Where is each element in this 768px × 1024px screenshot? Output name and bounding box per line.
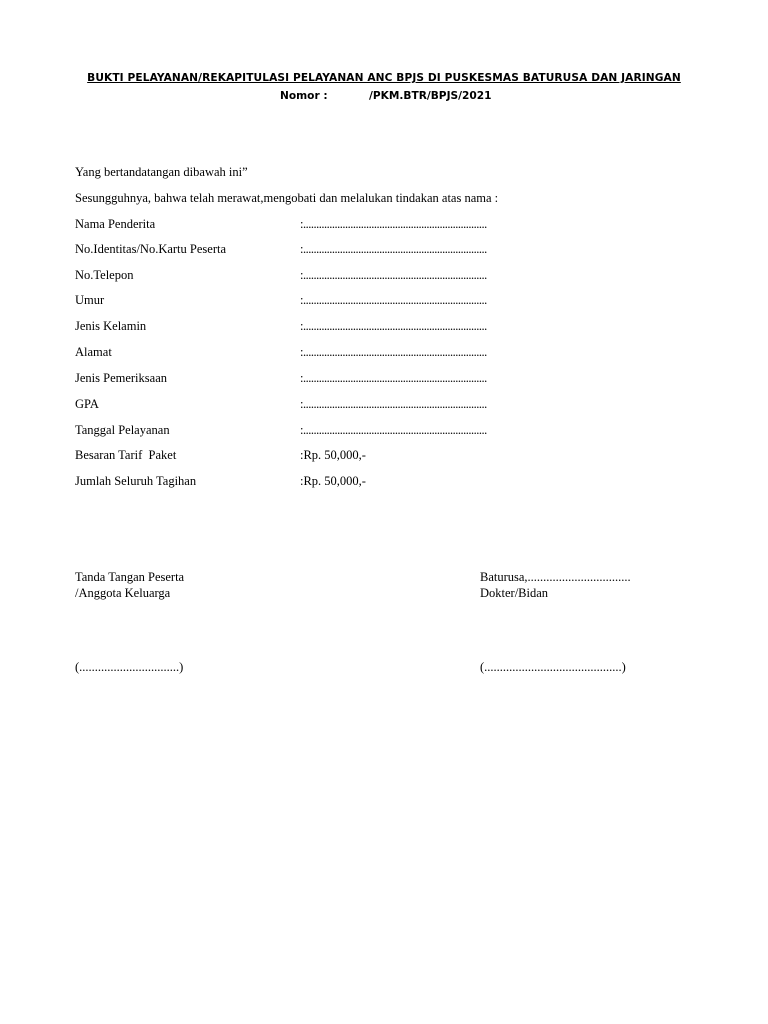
signature-left-blank: (................................)	[75, 660, 184, 674]
field-label: Jumlah Seluruh Tagihan	[75, 474, 197, 488]
nomor-value: /PKM.BTR/BPJS/2021	[369, 90, 492, 102]
field-value: :Rp. 50,000,-	[300, 448, 366, 462]
field-alamat	[75, 345, 695, 361]
field-besaran-tarif	[75, 448, 695, 464]
field-label: No.Identitas/No.Kartu Peserta	[75, 242, 227, 256]
field-value: :......................................................................	[300, 268, 487, 282]
field-jumlah-tagihan	[75, 474, 695, 490]
field-value: :......................................................................	[300, 319, 487, 333]
signature-left-line1: Tanda Tangan Peserta	[75, 570, 185, 584]
nomor-label: Nomor :	[280, 90, 328, 102]
signature-right-blank: (............................................)	[480, 660, 626, 674]
signature-right-caption	[480, 569, 631, 601]
field-label: Nama Penderita	[75, 217, 156, 231]
field-label: Tanggal Pelayanan	[75, 423, 170, 437]
field-value: :......................................................................	[300, 371, 487, 385]
field-jenis-pemeriksaan	[75, 371, 695, 387]
signature-right-line1: Baturusa,.................................	[480, 570, 631, 584]
field-label: Umur	[75, 293, 105, 307]
field-umur	[75, 293, 695, 309]
signature-right-line2: Dokter/Bidan	[480, 586, 549, 600]
field-value: :......................................................................	[300, 217, 487, 231]
field-no-identitas	[75, 242, 695, 258]
intro-text: Yang bertandatangan dibawah ini”	[75, 165, 248, 179]
field-label: Besaran Tarif Paket	[75, 448, 177, 462]
field-jenis-kelamin	[75, 319, 695, 335]
field-value: :Rp. 50,000,-	[300, 474, 366, 488]
field-label: Jenis Kelamin	[75, 319, 147, 333]
field-no-telepon	[75, 268, 695, 284]
field-label: No.Telepon	[75, 268, 134, 282]
field-tanggal-pelayanan	[75, 423, 695, 439]
field-nama-penderita	[75, 217, 695, 233]
field-label: GPA	[75, 397, 99, 411]
field-value: :......................................................................	[300, 293, 487, 307]
field-label: Alamat	[75, 345, 112, 359]
document-title: BUKTI PELAYANAN/REKAPITULASI PELAYANAN ANC BPJS DI PUSKESMAS BATURUSA DAN JARINGAN	[87, 72, 681, 84]
field-label: Jenis Pemeriksaan	[75, 371, 167, 385]
signature-left-line2: /Anggota Keluarga	[75, 586, 171, 600]
signature-left-caption	[75, 569, 184, 601]
field-value: :......................................................................	[300, 397, 487, 411]
statement-text: Sesungguhnya, bahwa telah merawat,mengobati dan melalukan tindakan atas nama :	[75, 191, 499, 205]
field-gpa	[75, 397, 695, 413]
field-value: :......................................................................	[300, 345, 487, 359]
field-value: :......................................................................	[300, 423, 487, 437]
field-value: :......................................................................	[300, 242, 487, 256]
